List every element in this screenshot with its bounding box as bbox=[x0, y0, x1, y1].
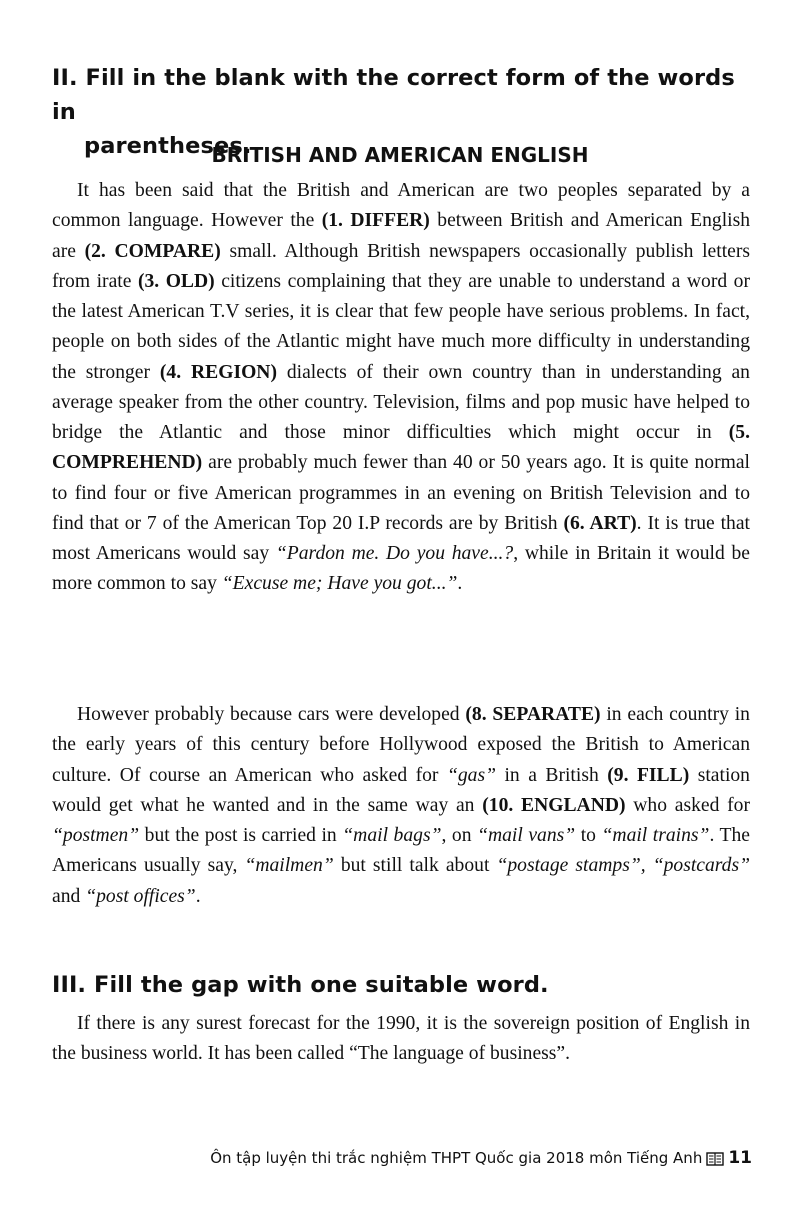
passage-paragraph-2 bbox=[52, 700, 750, 912]
quote-postmen: “postmen” bbox=[52, 825, 140, 846]
text-run: . bbox=[195, 885, 201, 907]
quote-gas: “gas” bbox=[446, 764, 496, 786]
section-iii-paragraph: If there is any surest forecast for the 1990, it is the sovereign position of English in the business world. It has been called “The language of business”. bbox=[52, 1013, 750, 1065]
page-footer bbox=[210, 1146, 752, 1170]
text-run: , while in Britain it would be more common to say bbox=[52, 543, 750, 595]
text-run: However probably because cars were developed bbox=[77, 704, 466, 725]
text-run: station would get what he wanted and in the same way an bbox=[52, 764, 750, 816]
blank-2-compare: (2. COMPARE) bbox=[84, 240, 221, 262]
passage-paragraph-1 bbox=[52, 176, 750, 600]
section-iii-heading: III. Fill the gap with one suitable word. bbox=[52, 972, 549, 998]
text-run: . The Americans usually say, bbox=[52, 825, 750, 877]
quote-mail-trains: “mail trains” bbox=[601, 825, 710, 846]
blank-10-england: (10. ENGLAND) bbox=[482, 794, 626, 816]
quote-mailmen: “mailmen” bbox=[244, 855, 334, 877]
text-run: are probably much fewer than 40 or 50 years ago. It is quite normal to find four or five American programmes in an evening on British Television and to find that or 7 of the American Top 20 I.P records are by British bbox=[52, 452, 750, 534]
book-icon bbox=[706, 1150, 724, 1166]
text-run: dialects of their own country than in understanding an average speaker from the other country. Television, films and pop music have helped to bridge the Atlantic and those minor difficulties which might occur in bbox=[52, 361, 750, 443]
passage-title: BRITISH AND AMERICAN ENGLISH bbox=[211, 143, 589, 167]
text-run: and bbox=[52, 885, 86, 907]
blank-9-fill: (9. FILL) bbox=[607, 764, 690, 786]
section-ii-heading-line2: parentheses. bbox=[84, 133, 252, 159]
text-run: citizens complaining that they are unable to understand a word or the latest American T.V series, it is clear that few people have serious problems. In fact, people on both sides of the Atlantic might have much more difficulty in understanding the stronger bbox=[52, 270, 750, 383]
blank-3-old: (3. OLD) bbox=[137, 270, 215, 292]
quote-mail-bags: “mail bags” bbox=[342, 825, 442, 846]
quote-postage-stamps-postcards: “postage stamps”, “postcards” bbox=[496, 855, 750, 877]
blank-5-comprehend: (5. COMPREHEND) bbox=[52, 422, 750, 474]
section-ii-heading-line1: II. Fill in the blank with the correct form of the words in bbox=[52, 65, 735, 125]
blank-8-separate: (8. SEPARATE) bbox=[465, 704, 601, 725]
text-run: in a British bbox=[495, 764, 608, 786]
quote-post-offices: “post offices” bbox=[85, 885, 196, 907]
text-run: between British and American English are bbox=[52, 210, 751, 262]
text-run: but the post is carried in bbox=[139, 825, 343, 846]
footer-book-title: Ôn tập luyện thi trắc nghiệm THPT Quốc gia 2018 môn Tiếng Anh bbox=[210, 1149, 703, 1167]
text-run: It has been said that the British and American are two peoples separated by a common language. However the bbox=[52, 180, 750, 232]
text-run: . It is true that most Americans would say bbox=[52, 512, 750, 564]
text-run: . bbox=[457, 573, 463, 595]
text-run: , on bbox=[441, 825, 478, 846]
quote-mail-vans: “mail vans” bbox=[477, 825, 576, 846]
text-run: who asked for bbox=[625, 794, 750, 816]
text-run: small. Although British newspapers occasionally publish letters from irate bbox=[52, 240, 750, 292]
text-run: to bbox=[575, 825, 602, 846]
quote-excuse-me: “Excuse me; Have you got...” bbox=[221, 573, 458, 595]
page-number: 11 bbox=[728, 1148, 752, 1168]
quote-pardon-me: “Pardon me. Do you have...? bbox=[275, 543, 514, 564]
blank-1-differ: (1. DIFFER) bbox=[321, 210, 430, 232]
text-run: in each country in the early years of this century before Hollywood exposed the British to American culture. Of course an American who asked for bbox=[52, 704, 750, 786]
blank-4-region: (4. REGION) bbox=[159, 361, 277, 383]
blank-6-art: (6. ART) bbox=[563, 512, 637, 534]
text-run: but still talk about bbox=[333, 855, 497, 877]
